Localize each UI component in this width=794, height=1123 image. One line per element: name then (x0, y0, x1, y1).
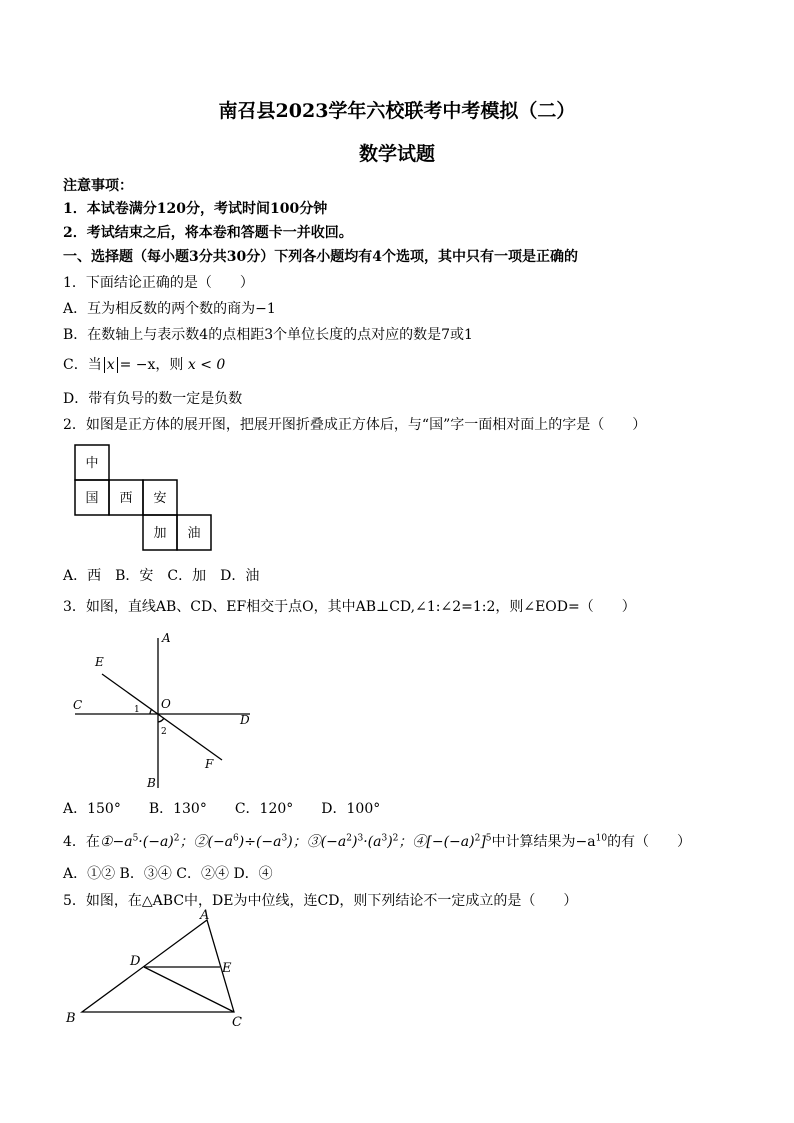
exam-title: 南召县2023学年六校联考中考模拟（二） (218, 100, 576, 122)
label-c: C (73, 698, 83, 712)
label-e: E (95, 655, 104, 669)
expr-2c: )；③(−a (287, 834, 347, 850)
cube-net-figure (75, 445, 215, 555)
label-o: O (161, 697, 171, 711)
angle-2-arc (158, 718, 164, 722)
expr-3c: ·(a (363, 834, 382, 850)
net-char-4: 安 (153, 491, 167, 506)
q1-option-c (63, 354, 225, 374)
line-ef (102, 674, 222, 760)
q1-option-c-prefix: C．当 (63, 357, 102, 373)
label-a: A (200, 908, 210, 923)
notice-heading: 注意事项： (63, 178, 133, 194)
label-angle-2: 2 (161, 727, 167, 737)
exp: 3 (381, 833, 388, 844)
angle-1-arc (150, 709, 152, 714)
label-e: E (222, 961, 232, 976)
q5-stem: 5．如图，在△ABC中，DE为中位线，连CD，则下列结论不一定成立的是（ ） (63, 893, 578, 909)
exp: 5 (132, 833, 139, 844)
label-c: C (232, 1015, 242, 1030)
label-angle-1: 1 (134, 705, 140, 715)
exp: 3 (357, 833, 364, 844)
expr-2b: )÷(−a (238, 834, 282, 850)
expr-2: ；②(−a (179, 834, 234, 850)
exp: 2 (346, 833, 352, 844)
q4-stem (63, 831, 691, 851)
abs-value (104, 357, 118, 373)
net-char-1: 中 (85, 456, 99, 471)
expr-1b: ·(−a) (138, 834, 174, 850)
q1-option-c-condition: x < 0 (187, 357, 226, 373)
q1-option-a: A．互为相反数的两个数的商为−1 (63, 301, 276, 317)
exam-subtitle: 数学试题 (358, 143, 435, 165)
expr-1: ①−a (99, 834, 133, 850)
q1-option-b: B．在数轴上与表示数4的点相距3个单位长度的点对应的数是7或1 (63, 327, 473, 343)
triangle-abc (82, 920, 234, 1012)
label-f: F (205, 757, 214, 771)
net-char-6: 油 (187, 526, 201, 541)
exp: 2 (173, 833, 180, 844)
q1-option-d: D．带有负号的数一定是负数 (63, 391, 243, 407)
segment-cd (144, 967, 234, 1012)
net-char-5: 加 (153, 526, 167, 541)
label-b: B (147, 776, 156, 790)
intersecting-lines-figure (70, 630, 270, 795)
q4-options: A．①② B．③④ C．②④ D．④ (63, 866, 273, 882)
expr-4b: ] (480, 834, 486, 850)
exp: 10 (595, 833, 608, 844)
expr-4: ；④[−(−a) (398, 834, 475, 850)
q1-option-c-middle: = −x，则 (119, 357, 184, 373)
expr-3b: ) (351, 834, 358, 850)
exp: 2 (474, 833, 481, 844)
label-a: A (162, 631, 171, 645)
q2-options: A．西 B．安 C．加 D．油 (63, 568, 260, 584)
q4-tail: 中计算结果为−a (491, 834, 596, 850)
net-char-3: 西 (119, 491, 133, 506)
exp: 2 (392, 833, 399, 844)
q1-stem: 1．下面结论正确的是（ ） (63, 275, 254, 291)
label-b: B (66, 1011, 76, 1026)
notice-item-2: 2．考试结束之后，将本卷和答题卡一并收回。 (63, 225, 353, 241)
abs-variable: x (106, 357, 115, 373)
q4-num: 4．在 (63, 834, 100, 850)
exp: 5 (485, 833, 492, 844)
triangle-figure (62, 910, 262, 1030)
section1-heading: 一、选择题（每小题3分共30分）下列各小题均有4个选项，其中只有一项是正确的 (63, 249, 578, 265)
q3-stem: 3．如图，直线AB、CD、EF相交于点O，其中AB⊥CD,∠1:∠2=1:2，则∠EOD=（ ） (63, 599, 636, 615)
label-d: D (240, 713, 250, 727)
q2-stem: 2．如图是正方体的展开图，把展开图折叠成正方体后，与“国”字一面相对面上的字是（ ） (63, 417, 647, 433)
label-d: D (130, 954, 141, 969)
q4-tail-end: 的有（ ） (607, 834, 692, 850)
notice-item-1: 1．本试卷满分120分，考试时间100分钟 (63, 201, 328, 217)
q3-options: A．150° B．130° C．120° D．100° (63, 801, 381, 817)
net-char-2: 国 (85, 491, 99, 506)
exp: 3 (281, 833, 288, 844)
expr-3d: ) (387, 834, 393, 850)
exp: 6 (233, 833, 239, 844)
